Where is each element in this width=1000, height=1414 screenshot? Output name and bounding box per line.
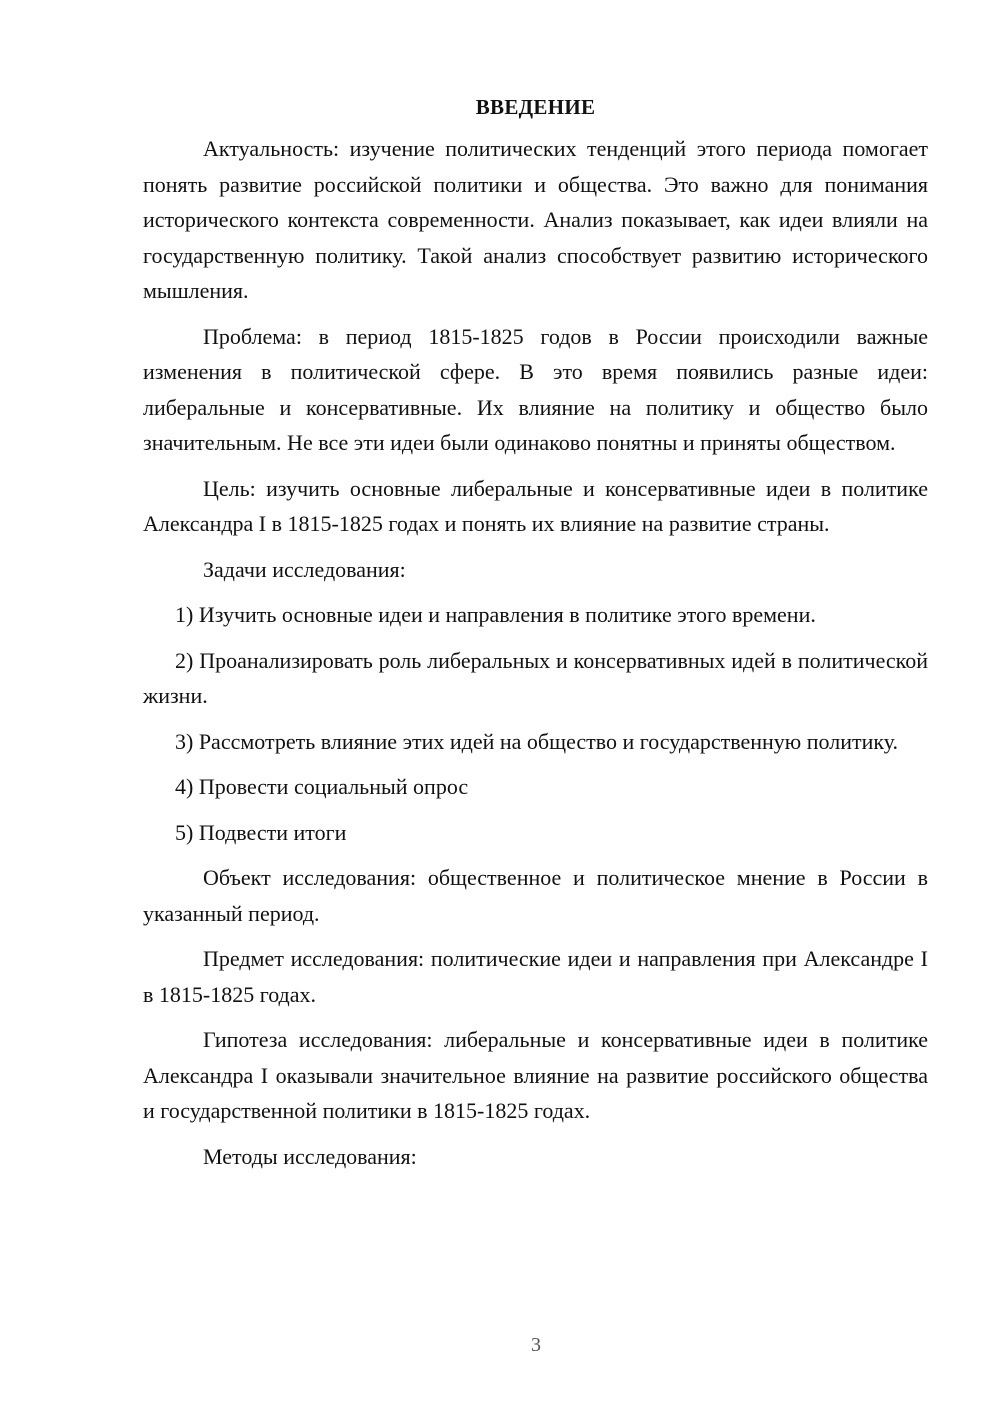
goal-paragraph: Цель: изучить основные либеральные и консервативные идеи в политике Александра I в 1815-1825 годах и понять их влияние на развитие страны.	[143, 475, 928, 536]
task-item-5: 5) Подвести итоги	[175, 819, 347, 845]
task-item-3: 3) Рассмотреть влияние этих идей на общество и государственную политику.	[175, 728, 899, 754]
section-heading: ВВЕДЕНИЕ	[475, 95, 596, 119]
hypothesis-paragraph: Гипотеза исследования: либеральные и консервативные идеи в политике Александра I оказывали значительное влияние на развитие российского общества и государственной политики в 1815-1825 годах.	[143, 1027, 928, 1123]
tasks-heading: Задачи исследования:	[203, 556, 406, 582]
document-page	[143, 90, 928, 1184]
subject-paragraph: Предмет исследования: политические идеи и направления при Александре I в 1815-1825 годах.	[143, 946, 928, 1007]
task-item-1: 1) Изучить основные идеи и направления в политике этого времени.	[175, 602, 816, 627]
task-item-4: 4) Провести социальный опрос	[175, 774, 469, 799]
relevance-paragraph: Актуальность: изучение политических тенденций этого периода помогает понять развитие российской политики и общества. Это важно для понимания исторического контекста современности. Анализ показывает, как идеи влияли на государственную политику. Такой анализ способствует развитию исторического мышления.	[143, 136, 928, 303]
task-item-2: 2) Проанализировать роль либеральных и консервативных идей в политической жизни.	[143, 647, 928, 708]
problem-paragraph: Проблема: в период 1815-1825 годов в России происходили важные изменения в политической сфере. В это время появились разные идеи: либеральные и консервативные. Их влияние на политику и общество было значительным. Не все эти идеи были одинаково понятны и приняты обществом.	[143, 323, 928, 455]
page-number: 3	[531, 1334, 541, 1356]
methods-heading: Методы исследования:	[203, 1143, 417, 1169]
object-paragraph: Объект исследования: общественное и политическое мнение в России в указанный период.	[143, 865, 928, 926]
